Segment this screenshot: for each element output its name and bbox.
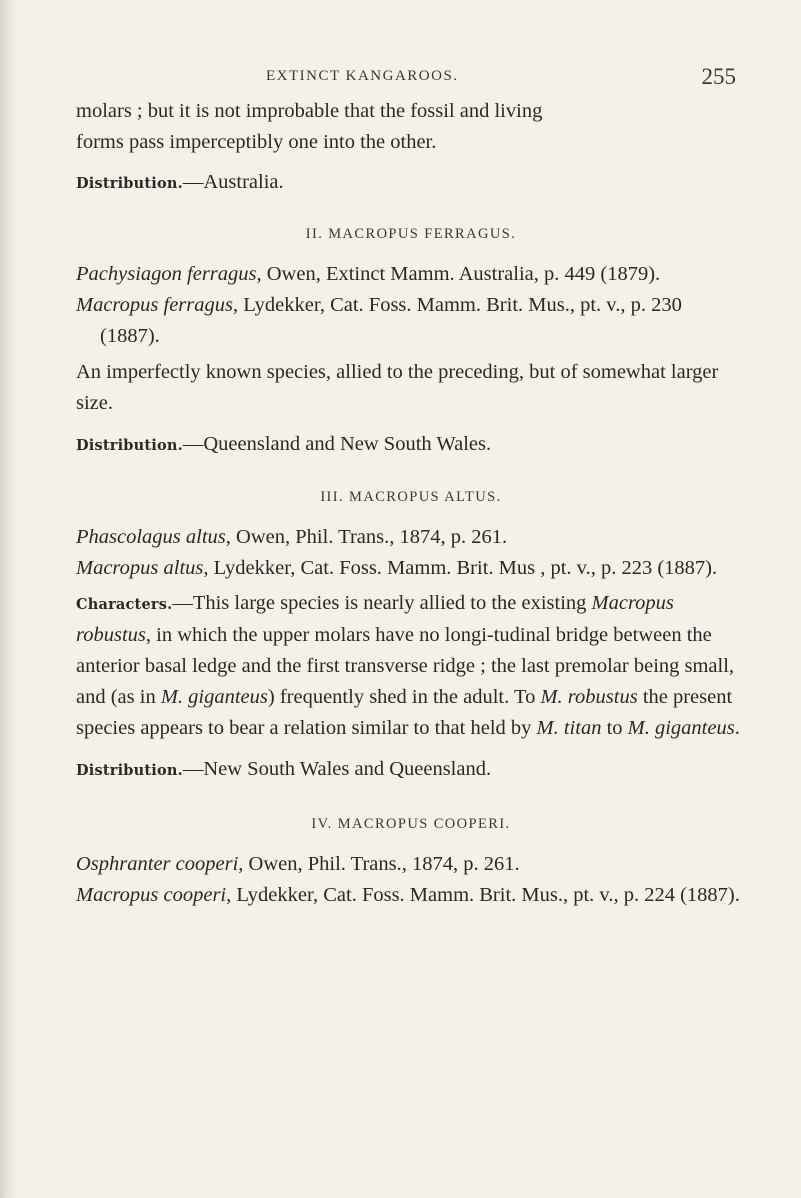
taxon-name: M. titan (536, 717, 602, 739)
taxon-name: Phascolagus altus (76, 526, 226, 548)
taxon-name: Macropus cooperi (76, 884, 227, 906)
characters-text: ) frequently shed in the adult. To (267, 686, 541, 708)
taxon-name: M. robustus (540, 686, 638, 708)
characters-label: Characters. (76, 596, 173, 613)
citation: , Lydekker, Cat. Foss. Mamm. Brit. Mus., pt. v., p. 230 (1887). (100, 294, 682, 347)
section-heading: IV. MACROPUS COOPERI. (311, 816, 511, 832)
distribution-label: Distribution. (76, 175, 183, 192)
taxon-name: Macropus ferragus (76, 294, 233, 316)
section-macropus-cooperi (76, 809, 746, 911)
section-macropus-altus (76, 482, 746, 786)
distribution-text: —Queensland and New South Wales. (182, 433, 492, 455)
taxon-name: Osphranter cooperi (76, 853, 239, 875)
citation: , Lydekker, Cat. Foss. Mamm. Brit. Mus., pt. v., p. 224 (1887). (226, 884, 740, 906)
section-heading: II. MACROPUS FERRAGUS. (305, 226, 517, 242)
characters-text: the present species appears to bear a relation similar to that held by (76, 686, 733, 739)
intro-line-1: molars ; but it is not improbable that the fossil and living (76, 100, 543, 122)
taxon-name: M. giganteus (160, 686, 268, 708)
synonym-reference (76, 849, 746, 880)
running-title: EXTINCT KANGAROOS. (266, 68, 459, 84)
distribution-label: Distribution. (76, 762, 183, 779)
running-head (76, 64, 746, 96)
book-page (76, 64, 746, 911)
section-distribution (76, 754, 746, 786)
characters-text: —This large species is nearly allied to the existing (172, 592, 592, 614)
book-spine-shadow (0, 0, 16, 1198)
synonym-reference (76, 553, 746, 584)
page-number: 255 (701, 64, 736, 89)
citation: , Lydekker, Cat. Foss. Mamm. Brit. Mus , pt. v., p. 223 (1887). (203, 557, 718, 579)
citation: , Owen, Phil. Trans., 1874, p. 261. (238, 853, 520, 875)
taxon-name: Macropus altus (76, 557, 204, 579)
taxon-name: Macropus robustus (76, 592, 674, 646)
citation: , Owen, Extinct Mamm. Australia, p. 449 (1879). (256, 263, 661, 285)
distribution-label: Distribution. (76, 437, 183, 454)
taxon-name: M. giganteus (627, 717, 735, 739)
section-distribution (76, 429, 746, 461)
characters-text: . (734, 717, 740, 739)
characters-text: to (601, 717, 628, 739)
synonym-reference (76, 290, 746, 352)
section-heading: III. MACROPUS ALTUS. (320, 489, 502, 505)
distribution-text: —New South Wales and Queensland. (182, 758, 492, 780)
synonym-reference (76, 259, 746, 290)
synonym-reference (76, 880, 746, 911)
section-macropus-ferragus (76, 219, 746, 461)
intro-distribution (76, 167, 746, 199)
intro-line-2: forms pass imperceptibly one into the other. (76, 131, 437, 153)
synonym-reference (76, 522, 746, 553)
taxon-name: Pachysiagon ferragus (76, 263, 257, 285)
characters-paragraph (76, 588, 746, 744)
characters-text: , in which the upper molars have no longi-tudinal bridge between the anterior basal ledge and the first transverse ridge ; the last premolar being small, and (as in (76, 624, 735, 708)
citation: , Owen, Phil. Trans., 1874, p. 261. (225, 526, 508, 548)
intro-block (76, 96, 746, 199)
species-description: An imperfectly known species, allied to the preceding, but of somewhat larger size. (76, 361, 719, 414)
distribution-text: —Australia. (182, 171, 284, 193)
